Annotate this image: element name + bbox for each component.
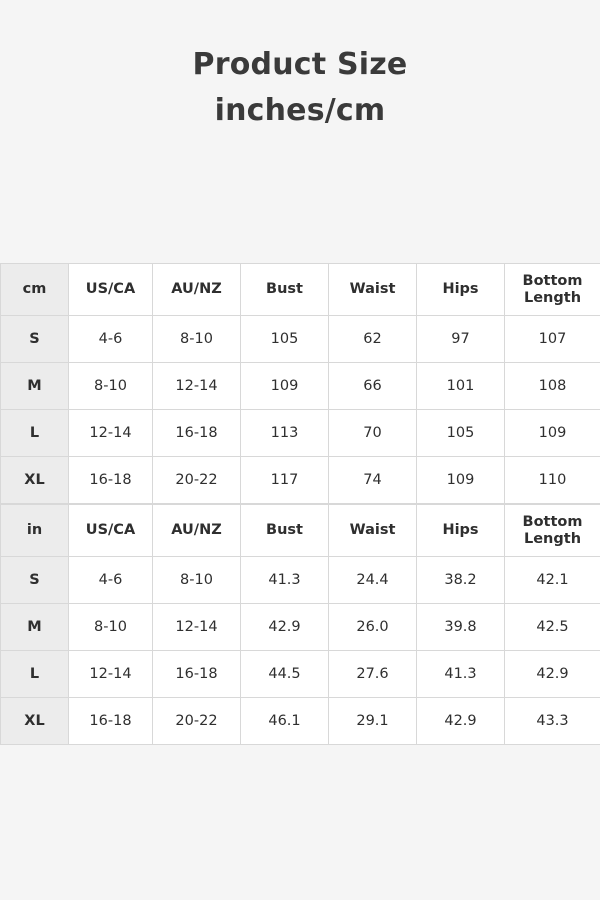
column-header-hips: Hips <box>417 505 505 557</box>
cell-bust: 113 <box>241 410 329 457</box>
cell-hips: 105 <box>417 410 505 457</box>
column-header-au-nz: AU/NZ <box>153 264 241 316</box>
cell-waist: 27.6 <box>329 651 417 698</box>
cell-us-ca: 8-10 <box>69 363 153 410</box>
column-header-waist: Waist <box>329 505 417 557</box>
table-header-row <box>1 505 600 557</box>
cell-au-nz: 12-14 <box>153 604 241 651</box>
cell-us-ca: 4-6 <box>69 557 153 604</box>
row-size-label: L <box>1 410 69 457</box>
cell-us-ca: 12-14 <box>69 651 153 698</box>
row-size-label: M <box>1 604 69 651</box>
cell-bottom-length: 43.3 <box>505 698 600 745</box>
cell-waist: 26.0 <box>329 604 417 651</box>
cell-bottom-length: 42.5 <box>505 604 600 651</box>
cell-bust: 109 <box>241 363 329 410</box>
column-header-us-ca: US/CA <box>69 264 153 316</box>
cell-hips: 109 <box>417 457 505 504</box>
column-header-unit: in <box>1 505 69 557</box>
row-size-label: XL <box>1 457 69 504</box>
cell-au-nz: 16-18 <box>153 410 241 457</box>
table-row <box>1 316 600 363</box>
table-row <box>1 410 600 457</box>
column-header-au-nz: AU/NZ <box>153 505 241 557</box>
cell-bust: 42.9 <box>241 604 329 651</box>
cell-hips: 101 <box>417 363 505 410</box>
table-row <box>1 557 600 604</box>
cell-hips: 97 <box>417 316 505 363</box>
column-header-us-ca: US/CA <box>69 505 153 557</box>
cm-size-table <box>0 263 600 504</box>
cell-au-nz: 20-22 <box>153 457 241 504</box>
cell-hips: 41.3 <box>417 651 505 698</box>
cell-us-ca: 16-18 <box>69 457 153 504</box>
column-header-unit: cm <box>1 264 69 316</box>
table-header-row <box>1 264 600 316</box>
column-header-bust: Bust <box>241 264 329 316</box>
cell-waist: 62 <box>329 316 417 363</box>
page-title-line-2: inches/cm <box>214 93 386 128</box>
cell-bust: 41.3 <box>241 557 329 604</box>
row-size-label: L <box>1 651 69 698</box>
cell-bottom-length: 107 <box>505 316 600 363</box>
column-header-bottom-length: Bottom Length <box>505 264 600 316</box>
cell-hips: 39.8 <box>417 604 505 651</box>
inch-size-table <box>0 504 600 745</box>
cell-waist: 74 <box>329 457 417 504</box>
table-row <box>1 363 600 410</box>
cell-waist: 29.1 <box>329 698 417 745</box>
row-size-label: M <box>1 363 69 410</box>
cell-waist: 24.4 <box>329 557 417 604</box>
page-title-line-1: Product Size <box>192 47 408 82</box>
cell-us-ca: 8-10 <box>69 604 153 651</box>
table-row <box>1 457 600 504</box>
table-row <box>1 698 600 745</box>
cell-bust: 44.5 <box>241 651 329 698</box>
row-size-label: S <box>1 316 69 363</box>
size-tables <box>0 263 600 745</box>
cell-bottom-length: 42.9 <box>505 651 600 698</box>
cell-us-ca: 12-14 <box>69 410 153 457</box>
cell-bust: 105 <box>241 316 329 363</box>
table-row <box>1 604 600 651</box>
cell-bust: 46.1 <box>241 698 329 745</box>
cell-au-nz: 8-10 <box>153 557 241 604</box>
cell-bottom-length: 110 <box>505 457 600 504</box>
column-header-bust: Bust <box>241 505 329 557</box>
cell-us-ca: 16-18 <box>69 698 153 745</box>
cell-bottom-length: 108 <box>505 363 600 410</box>
cell-au-nz: 8-10 <box>153 316 241 363</box>
cell-au-nz: 20-22 <box>153 698 241 745</box>
column-header-bottom-length: Bottom Length <box>505 505 600 557</box>
cell-us-ca: 4-6 <box>69 316 153 363</box>
column-header-waist: Waist <box>329 264 417 316</box>
cell-waist: 66 <box>329 363 417 410</box>
cell-au-nz: 12-14 <box>153 363 241 410</box>
cell-waist: 70 <box>329 410 417 457</box>
row-size-label: XL <box>1 698 69 745</box>
cell-bust: 117 <box>241 457 329 504</box>
row-size-label: S <box>1 557 69 604</box>
page-title <box>0 0 600 134</box>
cell-bottom-length: 42.1 <box>505 557 600 604</box>
column-header-hips: Hips <box>417 264 505 316</box>
cell-au-nz: 16-18 <box>153 651 241 698</box>
cell-hips: 38.2 <box>417 557 505 604</box>
table-row <box>1 651 600 698</box>
cell-bottom-length: 109 <box>505 410 600 457</box>
cell-hips: 42.9 <box>417 698 505 745</box>
